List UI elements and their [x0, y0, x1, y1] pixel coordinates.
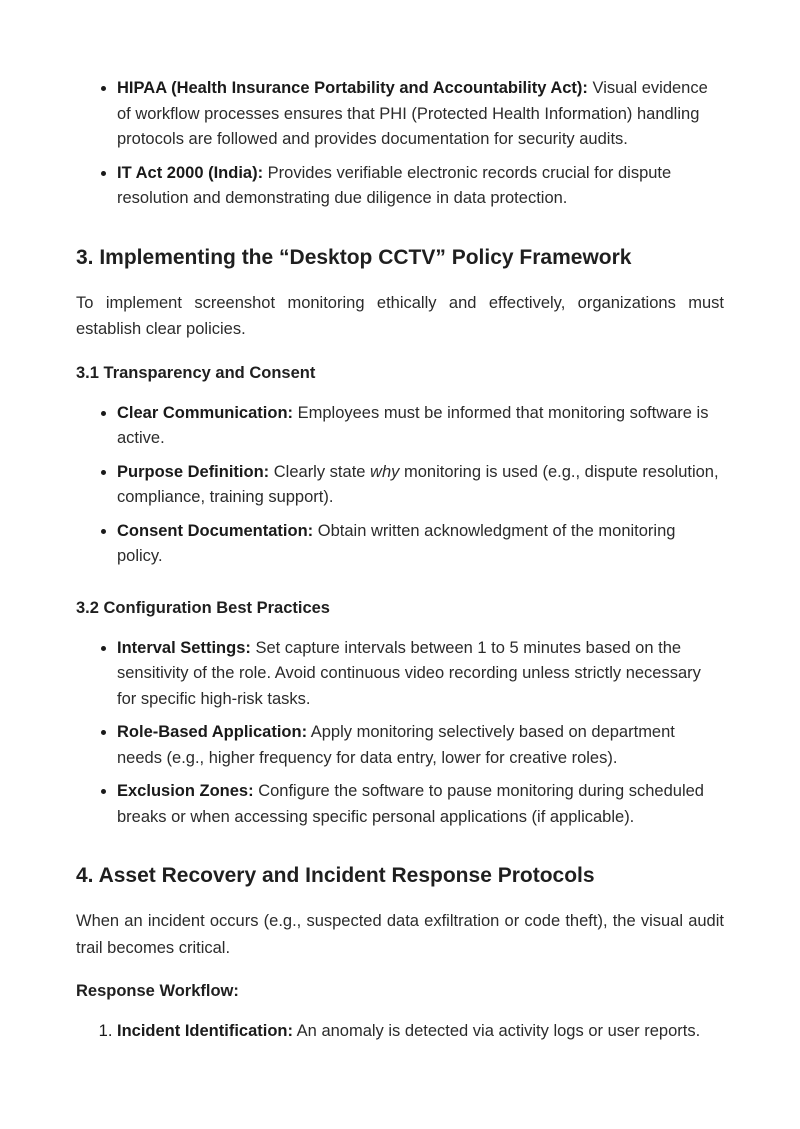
transparency-list [76, 401, 724, 570]
section-4-heading: 4. Asset Recovery and Incident Response Protocols [76, 864, 595, 887]
response-workflow-steps [76, 1019, 724, 1045]
item-term: Clear Communication: [117, 403, 294, 422]
item-text: An anomaly is detected via activity logs or user reports. [293, 1022, 701, 1040]
subsection-3-1-heading: 3.1 Transparency and Consent [76, 363, 316, 382]
response-workflow-label: Response Workflow: [76, 982, 239, 1000]
list-item-hipaa [117, 76, 724, 153]
item-term: Incident Identification: [117, 1022, 293, 1040]
list-item-exclusion-zones [117, 779, 724, 830]
item-term: Exclusion Zones: [117, 782, 254, 800]
item-text: Configure the software to pause monitoring during scheduled breaks or when accessing specific personal applications (if applicable). [117, 782, 704, 826]
item-emphasis: why [370, 462, 400, 481]
item-text: Employees must be informed that monitoring software is active. [117, 403, 709, 447]
list-item-clear-communication [117, 401, 724, 452]
subsection-3-2-heading: 3.2 Configuration Best Practices [76, 598, 330, 617]
item-text: Visual evidence of workflow processes ensures that PHI (Protected Health Information) handling protocols are followed and provides documentation for security audits. [117, 79, 708, 148]
item-term: Interval Settings: [117, 638, 251, 657]
item-term: Purpose Definition: [117, 462, 270, 481]
section-4-intro: When an incident occurs (e.g., suspected data exfiltration or code theft), the visual audit trail becomes critical. [76, 912, 724, 957]
list-item-interval-settings [117, 636, 724, 713]
document-page [76, 76, 724, 1053]
configuration-list [76, 636, 724, 831]
item-text: Set capture intervals between 1 to 5 minutes based on the sensitivity of the role. Avoid continuous video recording unless strictly necessary for specific high-risk tasks. [117, 638, 701, 708]
item-term: HIPAA (Health Insurance Portability and Accountability Act): [117, 79, 588, 97]
compliance-list [76, 76, 724, 212]
list-item-purpose-definition [117, 460, 724, 511]
item-term: Role-Based Application: [117, 723, 308, 741]
item-text: Apply monitoring selectively based on department needs (e.g., higher frequency for data entry, lower for creative roles). [117, 723, 675, 767]
section-3-heading: 3. Implementing the “Desktop CCTV” Policy Framework [76, 245, 632, 269]
list-item-it-act [117, 161, 724, 212]
item-term: Consent Documentation: [117, 521, 314, 540]
item-text: Provides verifiable electronic records crucial for dispute resolution and demonstrating due diligence in data protection. [117, 163, 672, 207]
step-incident-identification [117, 1019, 724, 1045]
item-term: IT Act 2000 (India): [117, 163, 264, 182]
item-text: Obtain written acknowledgment of the monitoring policy. [117, 521, 676, 565]
list-item-consent-documentation [117, 519, 724, 570]
item-text-post: monitoring is used (e.g., dispute resolution, compliance, training support). [117, 462, 719, 506]
item-text-pre: Clearly state [269, 462, 371, 481]
list-item-role-based-application [117, 720, 724, 771]
section-3-intro: To implement screenshot monitoring ethically and effectively, organizations must establish clear policies. [76, 293, 724, 338]
